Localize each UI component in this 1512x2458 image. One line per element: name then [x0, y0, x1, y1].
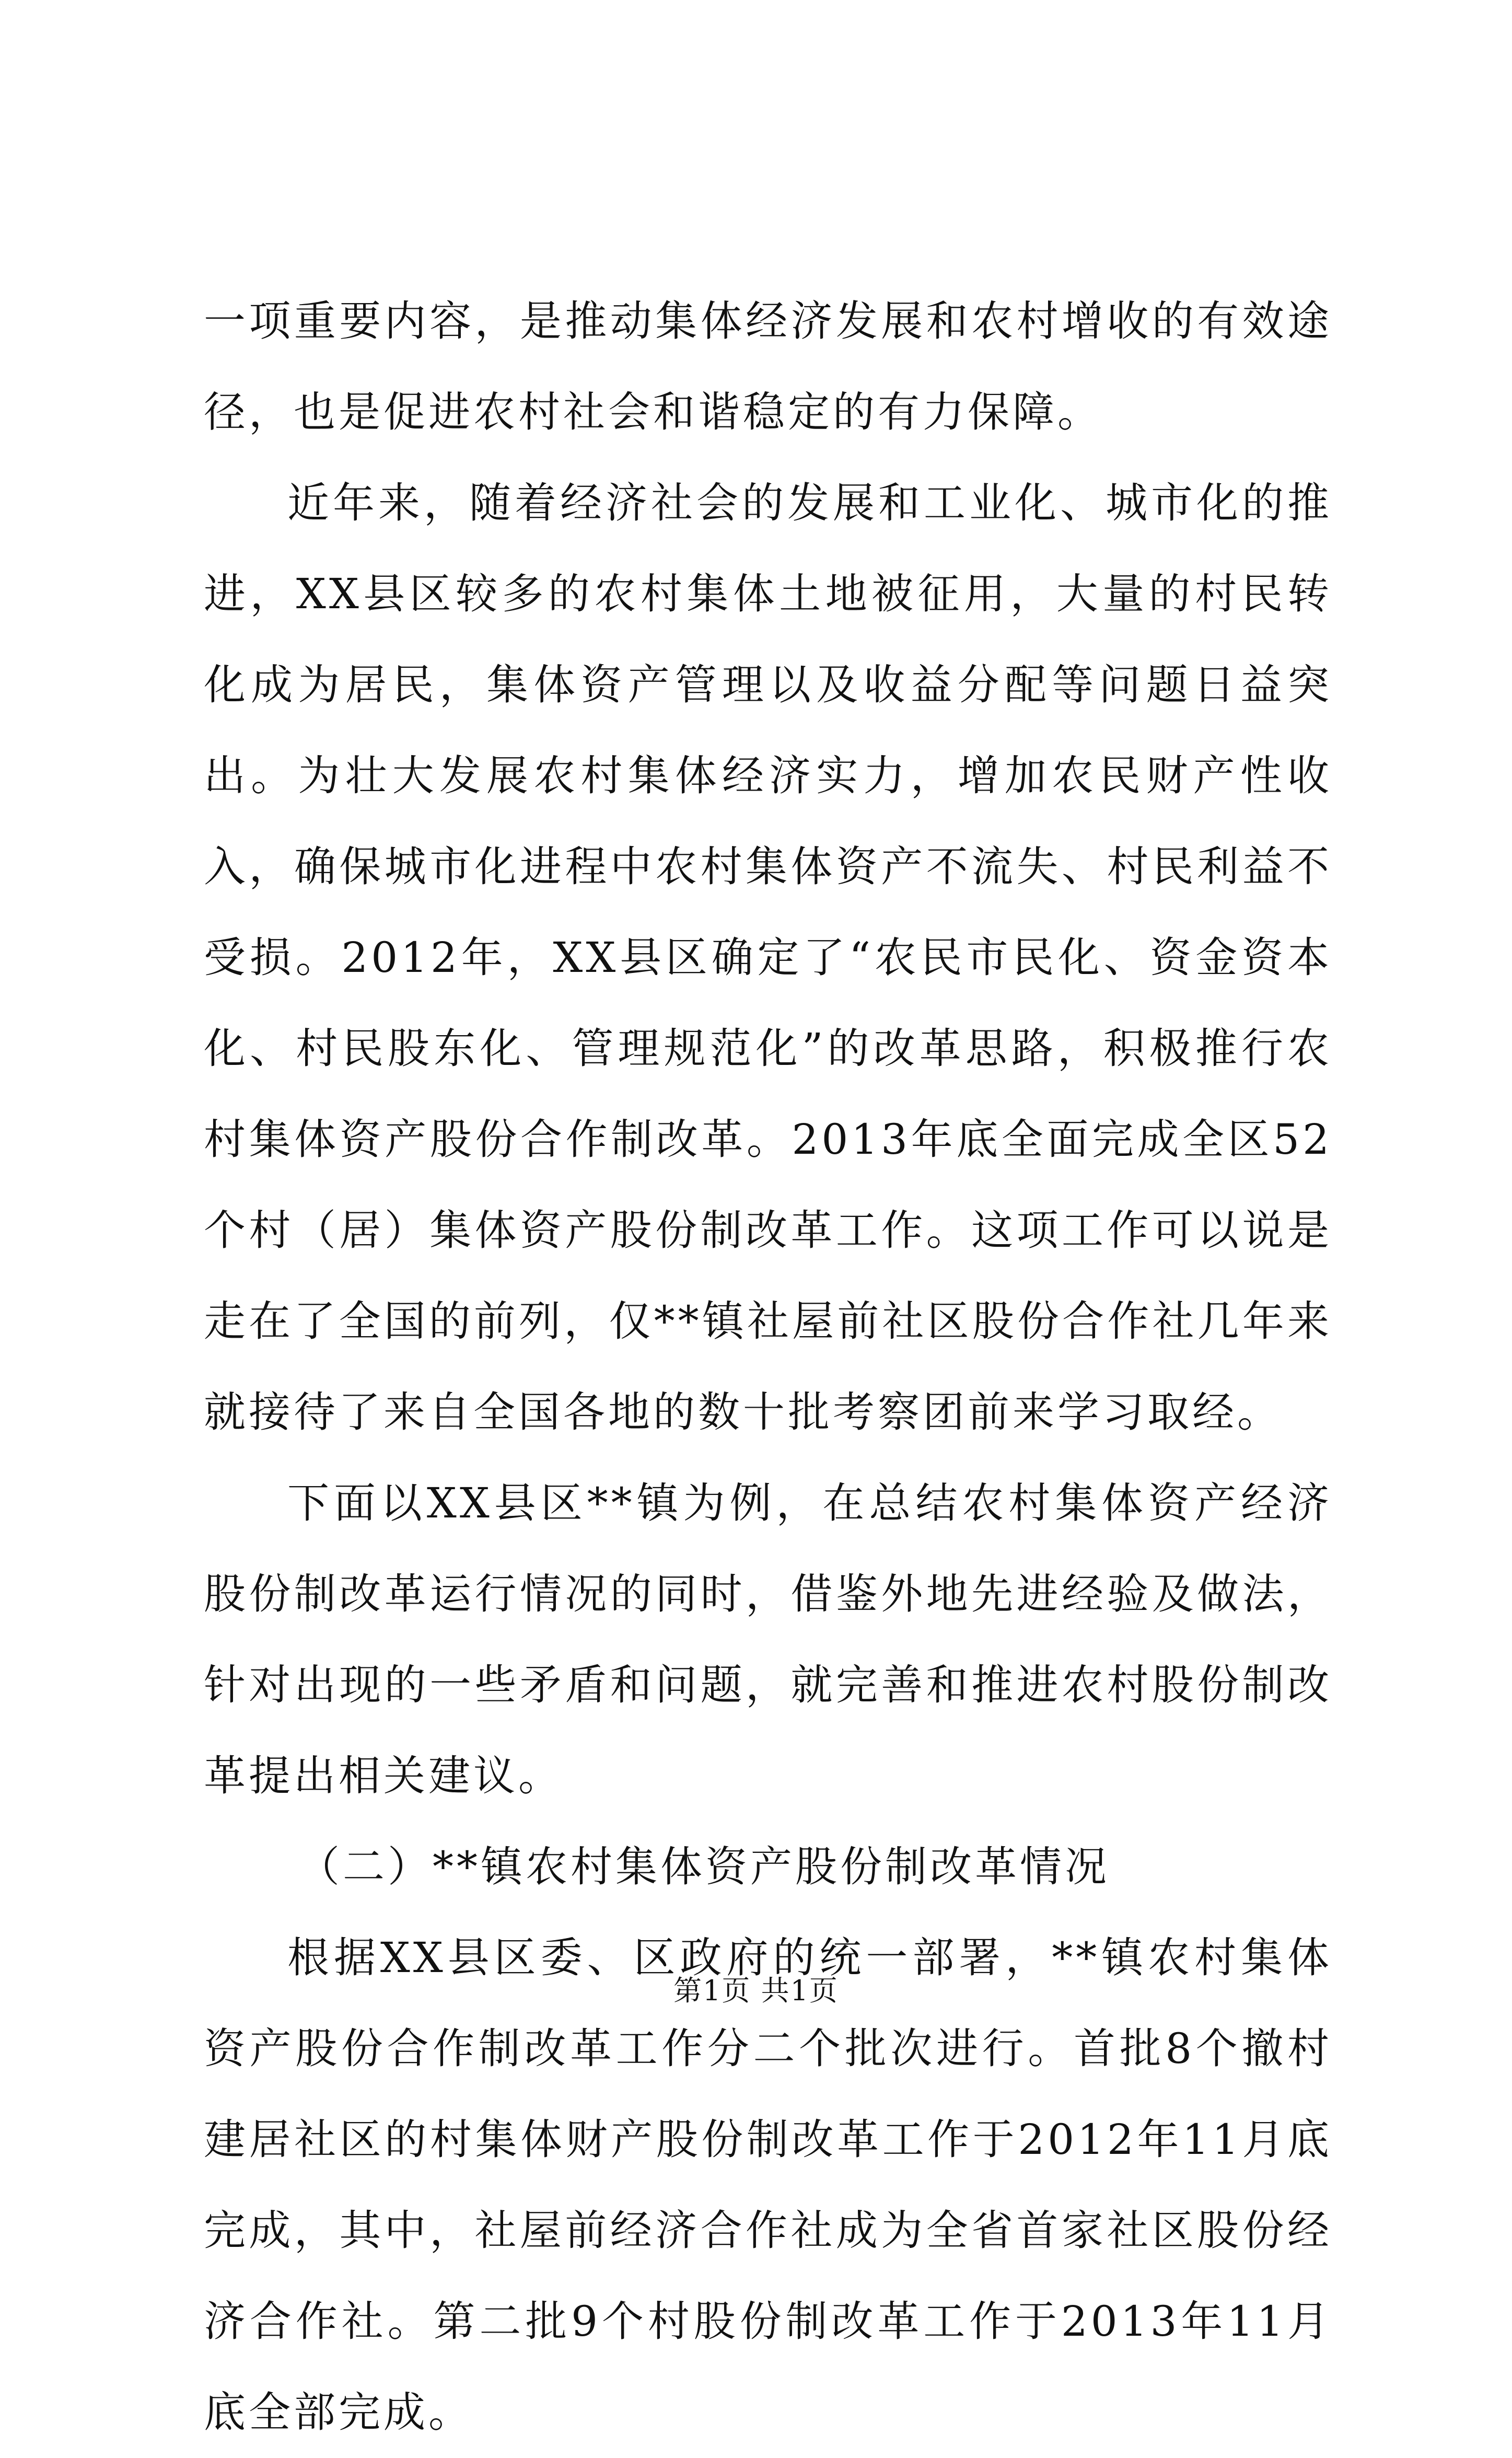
paragraph-background: 近年来，随着经济社会的发展和工业化、城市化的推进，XX县区较多的农村集体土地被征用，大量的村民转化成为居民，集体资产管理以及收益分配等问题日益突出。为壮大发展农村集体经济实力，增加农民财产性收入，确保城市化进程中农村集体资产不流失、村民利益不受损。2012年，XX县区确定了“农民市民化、资金资本化、村民股东化、管理规范化”的改革思路，积极推行农村集体资产股份合作制改革。2013年底全面完成全区52个村（居）集体资产股份制改革工作。这项工作可以说是走在了全国的前列，仅**镇社屋前社区股份合作社几年来就接待了来自全国各地的数十批考察团前来学习取经。 [204, 479, 1332, 1436]
section-heading: （二）**镇农村集体资产股份制改革情况 [298, 1842, 1110, 1891]
page-footer: 第1页 共1页 [673, 1974, 839, 2007]
paragraph-introduction: 下面以XX县区**镇为例，在总结农村集体资产经济股份制改革运行情况的同时，借鉴外地先进经验及做法，针对出现的一些矛盾和问题，就完善和推进农村股份制改革提出相关建议。 [204, 1479, 1332, 1800]
document-body [204, 276, 1332, 2458]
paragraph-continuation: 一项重要内容，是推动集体经济发展和农村增收的有效途径，也是促进农村社会和谐稳定的有力保障。 [204, 297, 1332, 436]
paragraph-reform-situation: 根据XX县区委、区政府的统一部署，**镇农村集体资产股份合作制改革工作分二个批次进行。首批8个撤村建居社区的村集体财产股份制改革工作于2012年11月底完成，其中，社屋前经济合作社成为全省首家社区股份经济合作社。第二批9个村股份制改革工作于2013年11月底全部完成。 [204, 1933, 1332, 2437]
